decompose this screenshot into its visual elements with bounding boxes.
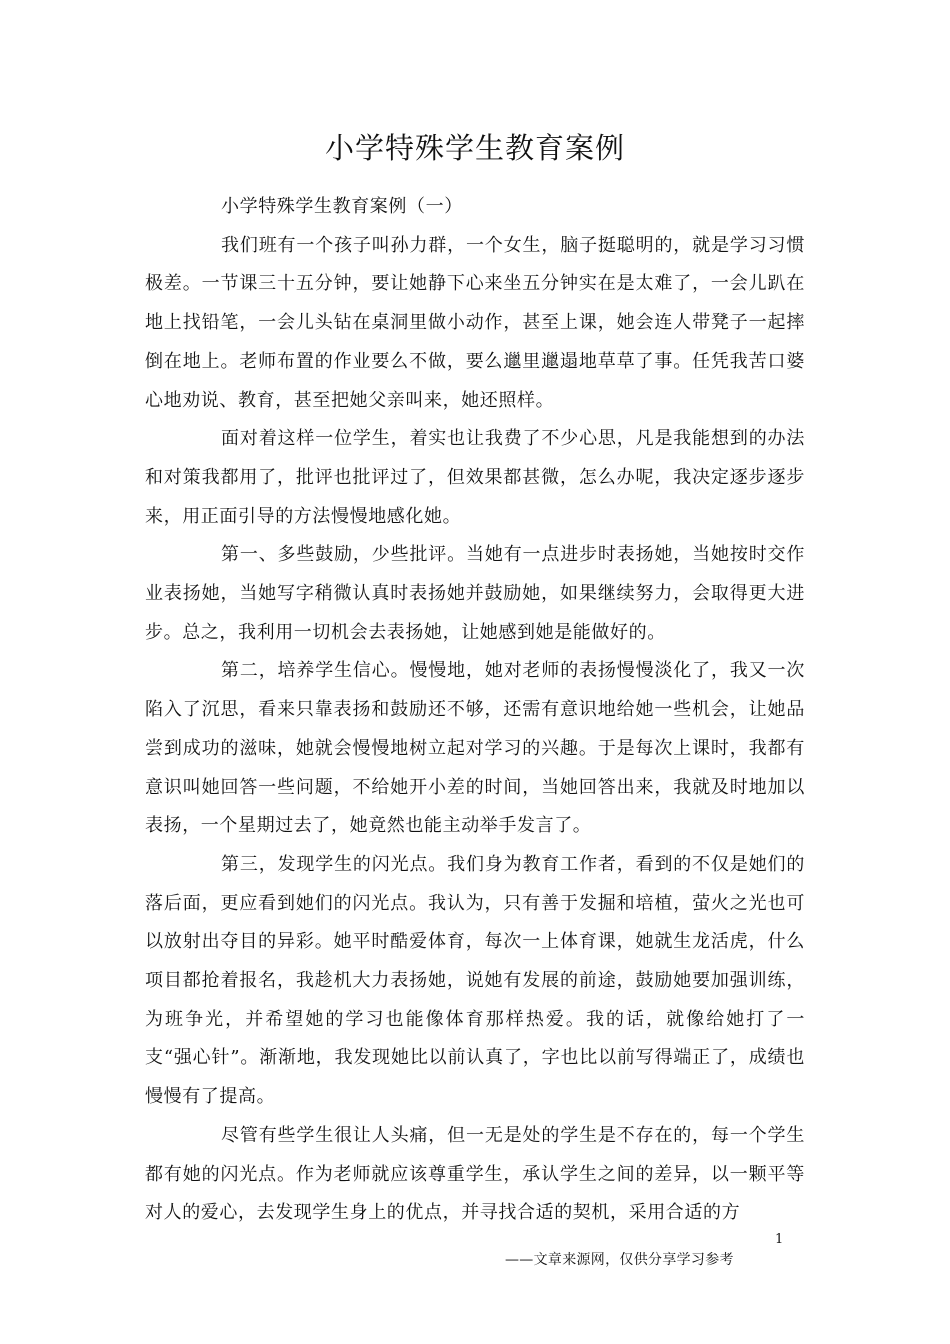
body-paragraph: 面对着这样一位学生，着实也让我费了不少心思，凡是我能想到的办法和对策我都用了，批评也批评过了，但效果都甚微，怎么办呢，我决定逐步逐步来，用正面引导的方法慢慢地感化她。: [145, 428, 805, 527]
source-footer: ——文章来源网，仅供分享学习参考: [505, 1252, 734, 1268]
document-title: 小学特殊学生教育案例: [324, 131, 625, 165]
body-paragraph: 第二，培养学生信心。慢慢地，她对老师的表扬慢慢淡化了，我又一次陷入了沉思，看来只靠表扬和鼓励还不够，还需有意识地给她一些机会，让她品尝到成功的滋味，她就会慢慢地树立起对学习的兴趣。于是每次上课时，我都有意识叫她回答一些问题，不给她开小差的时间，当她回答出来，我就及时地加以表扬，一个星期过去了，她竟然也能主动举手发言了。: [145, 660, 805, 837]
body-paragraph: 第三，发现学生的闪光点。我们身为教育工作者，看到的不仅是她们的落后面，更应看到她们的闪光点。我认为，只有善于发掘和培植，萤火之光也可以放射出夺目的异彩。她平时酷爱体育，每次一上体育课，她就生龙活虎，什么项目都抢着报名，我趁机大力表扬她，说她有发展的前途，鼓励她要加强训练，为班争光，并希望她的学习也能像体育那样热爱。我的话，就像给她打了一支“强心针”。渐渐地，我发现她比以前认真了，字也比以前写得端正了，成绩也慢慢有了提高。: [145, 853, 805, 1108]
body-paragraph: 我们班有一个孩子叫孙力群，一个女生，脑子挺聪明的，就是学习习惯极差。一节课三十五分钟，要让她静下心来坐五分钟实在是太难了，一会儿趴在地上找铅笔，一会儿头钻在桌洞里做小动作，甚至上课，她会连人带凳子一起摔倒在地上。老师布置的作业要么不做，要么邋里邋遢地草草了事。任凭我苦口婆心地劝说、教育，甚至把她父亲叫来，她还照样。: [145, 234, 805, 411]
document-body: [145, 188, 805, 1233]
body-paragraph: 尽管有些学生很让人头痛，但一无是处的学生是不存在的，每一个学生都有她的闪光点。作为老师就应该尊重学生，承认学生之间的差异，以一颗平等对人的爱心，去发现学生身上的优点，并寻找合适的契机，采用合适的方: [145, 1124, 805, 1224]
subtitle-paragraph: 小学特殊学生教育案例（一）: [221, 196, 463, 217]
page-number: 1: [775, 1232, 784, 1247]
body-paragraph: 第一、多些鼓励，少些批评。当她有一点进步时表扬她，当她按时交作业表扬她，当她写字稍微认真时表扬她并鼓励她，如果继续努力，会取得更大进步。总之，我利用一切机会去表扬她，让她感到她是能做好的。: [145, 544, 805, 643]
